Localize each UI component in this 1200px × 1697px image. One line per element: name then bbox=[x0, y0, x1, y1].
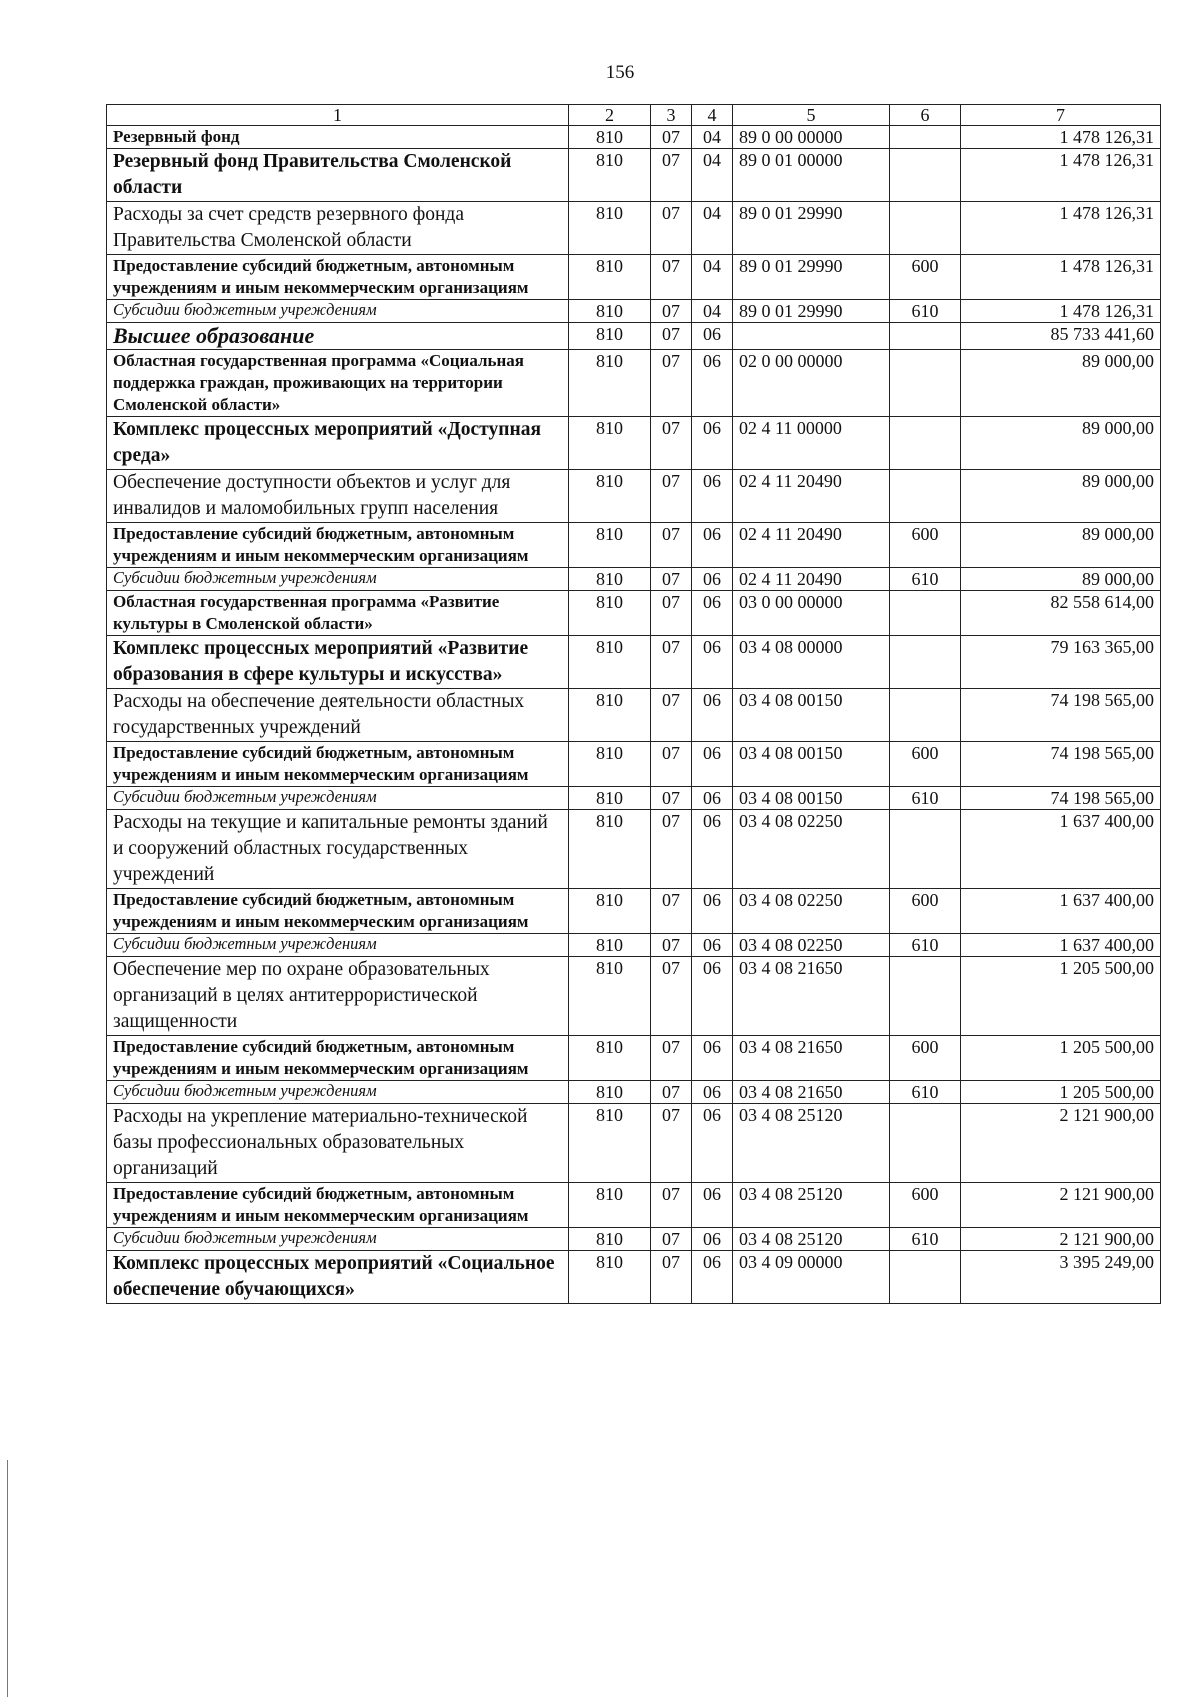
row-admin-code-cell: 810 bbox=[569, 568, 651, 591]
table-row bbox=[107, 1081, 1161, 1104]
header-cell: 5 bbox=[733, 105, 890, 126]
row-expense-type-cell bbox=[890, 689, 961, 742]
row-expense-type-cell bbox=[890, 636, 961, 689]
row-admin-code-cell: 810 bbox=[569, 1036, 651, 1081]
table-row bbox=[107, 636, 1161, 689]
row-amount-cell: 1 478 126,31 bbox=[961, 255, 1161, 300]
table-row bbox=[107, 350, 1161, 417]
table-row bbox=[107, 1036, 1161, 1081]
row-amount-cell: 89 000,00 bbox=[961, 350, 1161, 417]
row-subsection-cell: 06 bbox=[692, 1251, 733, 1304]
row-amount-cell: 2 121 900,00 bbox=[961, 1104, 1161, 1183]
row-target-item-cell: 03 4 08 02250 bbox=[733, 889, 890, 934]
row-section-cell: 07 bbox=[651, 689, 692, 742]
row-subsection-cell: 06 bbox=[692, 787, 733, 810]
row-expense-type-cell: 610 bbox=[890, 300, 961, 323]
row-name-cell: Субсидии бюджетным учреждениям bbox=[107, 300, 569, 323]
row-target-item-cell: 03 0 00 00000 bbox=[733, 591, 890, 636]
row-expense-type-cell bbox=[890, 591, 961, 636]
row-section-cell: 07 bbox=[651, 889, 692, 934]
row-name-cell: Расходы на обеспечение деятельности областных государственных учреждений bbox=[107, 689, 569, 742]
header-cell: 7 bbox=[961, 105, 1161, 126]
row-name-cell: Областная государственная программа «Социальная поддержка граждан, проживающих на территории Смоленской области» bbox=[107, 350, 569, 417]
row-section-cell: 07 bbox=[651, 591, 692, 636]
row-target-item-cell: 03 4 08 00150 bbox=[733, 689, 890, 742]
table-row bbox=[107, 470, 1161, 523]
row-expense-type-cell: 600 bbox=[890, 1036, 961, 1081]
row-target-item-cell: 89 0 01 29990 bbox=[733, 300, 890, 323]
row-section-cell: 07 bbox=[651, 787, 692, 810]
row-admin-code-cell: 810 bbox=[569, 300, 651, 323]
row-target-item-cell: 89 0 01 29990 bbox=[733, 255, 890, 300]
row-section-cell: 07 bbox=[651, 417, 692, 470]
row-amount-cell: 82 558 614,00 bbox=[961, 591, 1161, 636]
row-target-item-cell: 02 4 11 20490 bbox=[733, 568, 890, 591]
row-target-item-cell: 03 4 08 25120 bbox=[733, 1104, 890, 1183]
row-amount-cell: 74 198 565,00 bbox=[961, 689, 1161, 742]
row-target-item-cell: 02 4 11 00000 bbox=[733, 417, 890, 470]
row-name-cell: Субсидии бюджетным учреждениям bbox=[107, 1081, 569, 1104]
row-section-cell: 07 bbox=[651, 1251, 692, 1304]
row-section-cell: 07 bbox=[651, 742, 692, 787]
row-subsection-cell: 06 bbox=[692, 1104, 733, 1183]
row-subsection-cell: 04 bbox=[692, 126, 733, 149]
row-admin-code-cell: 810 bbox=[569, 523, 651, 568]
row-target-item-cell: 03 4 09 00000 bbox=[733, 1251, 890, 1304]
row-expense-type-cell: 600 bbox=[890, 255, 961, 300]
row-admin-code-cell: 810 bbox=[569, 1104, 651, 1183]
row-admin-code-cell: 810 bbox=[569, 255, 651, 300]
row-section-cell: 07 bbox=[651, 350, 692, 417]
table-row bbox=[107, 126, 1161, 149]
header-cell: 3 bbox=[651, 105, 692, 126]
row-expense-type-cell: 610 bbox=[890, 934, 961, 957]
row-subsection-cell: 06 bbox=[692, 889, 733, 934]
row-expense-type-cell: 600 bbox=[890, 523, 961, 568]
header-cell: 4 bbox=[692, 105, 733, 126]
row-subsection-cell: 06 bbox=[692, 689, 733, 742]
table-row bbox=[107, 568, 1161, 591]
row-section-cell: 07 bbox=[651, 470, 692, 523]
table-row bbox=[107, 323, 1161, 350]
row-expense-type-cell bbox=[890, 957, 961, 1036]
row-target-item-cell: 03 4 08 21650 bbox=[733, 957, 890, 1036]
row-expense-type-cell bbox=[890, 1251, 961, 1304]
row-amount-cell: 1 478 126,31 bbox=[961, 126, 1161, 149]
row-amount-cell: 1 478 126,31 bbox=[961, 202, 1161, 255]
row-section-cell: 07 bbox=[651, 149, 692, 202]
row-subsection-cell: 06 bbox=[692, 742, 733, 787]
table-row bbox=[107, 1183, 1161, 1228]
row-target-item-cell: 02 4 11 20490 bbox=[733, 470, 890, 523]
header-cell: 2 bbox=[569, 105, 651, 126]
row-subsection-cell: 04 bbox=[692, 255, 733, 300]
row-target-item-cell: 03 4 08 21650 bbox=[733, 1036, 890, 1081]
row-subsection-cell: 06 bbox=[692, 523, 733, 568]
row-admin-code-cell: 810 bbox=[569, 126, 651, 149]
row-name-cell: Предоставление субсидий бюджетным, автономным учреждениям и иным некоммерческим организациям bbox=[107, 1183, 569, 1228]
row-subsection-cell: 06 bbox=[692, 323, 733, 350]
row-amount-cell: 1 478 126,31 bbox=[961, 300, 1161, 323]
row-name-cell: Обеспечение мер по охране образовательных организаций в целях антитеррористической защищенности bbox=[107, 957, 569, 1036]
table-row bbox=[107, 1251, 1161, 1304]
row-amount-cell: 1 478 126,31 bbox=[961, 149, 1161, 202]
table-row bbox=[107, 202, 1161, 255]
row-expense-type-cell: 610 bbox=[890, 1081, 961, 1104]
row-admin-code-cell: 810 bbox=[569, 889, 651, 934]
table-row bbox=[107, 742, 1161, 787]
row-subsection-cell: 06 bbox=[692, 1228, 733, 1251]
header-cell: 1 bbox=[107, 105, 569, 126]
row-name-cell: Комплекс процессных мероприятий «Социальное обеспечение обучающихся» bbox=[107, 1251, 569, 1304]
row-target-item-cell: 89 0 01 00000 bbox=[733, 149, 890, 202]
budget-table bbox=[106, 104, 1161, 1304]
row-amount-cell: 89 000,00 bbox=[961, 417, 1161, 470]
row-subsection-cell: 06 bbox=[692, 1036, 733, 1081]
row-subsection-cell: 06 bbox=[692, 934, 733, 957]
row-name-cell: Предоставление субсидий бюджетным, автономным учреждениям и иным некоммерческим организациям bbox=[107, 1036, 569, 1081]
row-target-item-cell: 02 4 11 20490 bbox=[733, 523, 890, 568]
row-subsection-cell: 06 bbox=[692, 810, 733, 889]
table-row bbox=[107, 149, 1161, 202]
row-expense-type-cell: 600 bbox=[890, 1183, 961, 1228]
row-section-cell: 07 bbox=[651, 255, 692, 300]
row-amount-cell: 2 121 900,00 bbox=[961, 1183, 1161, 1228]
row-admin-code-cell: 810 bbox=[569, 202, 651, 255]
row-name-cell: Субсидии бюджетным учреждениям bbox=[107, 1228, 569, 1251]
row-admin-code-cell: 810 bbox=[569, 1251, 651, 1304]
row-subsection-cell: 06 bbox=[692, 350, 733, 417]
row-target-item-cell: 03 4 08 00000 bbox=[733, 636, 890, 689]
row-admin-code-cell: 810 bbox=[569, 323, 651, 350]
table-row bbox=[107, 810, 1161, 889]
row-section-cell: 07 bbox=[651, 636, 692, 689]
row-name-cell: Областная государственная программа «Развитие культуры в Смоленской области» bbox=[107, 591, 569, 636]
row-target-item-cell: 89 0 01 29990 bbox=[733, 202, 890, 255]
row-section-cell: 07 bbox=[651, 202, 692, 255]
row-subsection-cell: 06 bbox=[692, 1183, 733, 1228]
table-row bbox=[107, 591, 1161, 636]
row-admin-code-cell: 810 bbox=[569, 417, 651, 470]
row-amount-cell: 1 205 500,00 bbox=[961, 1036, 1161, 1081]
page-number: 156 bbox=[605, 62, 635, 83]
row-admin-code-cell: 810 bbox=[569, 934, 651, 957]
row-amount-cell: 1 637 400,00 bbox=[961, 889, 1161, 934]
row-section-cell: 07 bbox=[651, 810, 692, 889]
row-expense-type-cell bbox=[890, 202, 961, 255]
row-amount-cell: 1 637 400,00 bbox=[961, 934, 1161, 957]
row-admin-code-cell: 810 bbox=[569, 149, 651, 202]
row-name-cell: Предоставление субсидий бюджетным, автономным учреждениям и иным некоммерческим организациям bbox=[107, 255, 569, 300]
row-target-item-cell: 03 4 08 25120 bbox=[733, 1183, 890, 1228]
row-target-item-cell: 03 4 08 21650 bbox=[733, 1081, 890, 1104]
header-row bbox=[107, 105, 1161, 126]
row-admin-code-cell: 810 bbox=[569, 636, 651, 689]
row-subsection-cell: 04 bbox=[692, 300, 733, 323]
table-row bbox=[107, 889, 1161, 934]
table-row bbox=[107, 417, 1161, 470]
row-admin-code-cell: 810 bbox=[569, 810, 651, 889]
row-target-item-cell: 89 0 00 00000 bbox=[733, 126, 890, 149]
row-amount-cell: 74 198 565,00 bbox=[961, 787, 1161, 810]
row-amount-cell: 79 163 365,00 bbox=[961, 636, 1161, 689]
row-subsection-cell: 06 bbox=[692, 470, 733, 523]
row-subsection-cell: 06 bbox=[692, 957, 733, 1036]
row-target-item-cell: 03 4 08 00150 bbox=[733, 742, 890, 787]
row-name-cell: Субсидии бюджетным учреждениям bbox=[107, 568, 569, 591]
row-name-cell: Обеспечение доступности объектов и услуг для инвалидов и маломобильных групп населения bbox=[107, 470, 569, 523]
row-admin-code-cell: 810 bbox=[569, 350, 651, 417]
row-amount-cell: 74 198 565,00 bbox=[961, 742, 1161, 787]
row-name-cell: Субсидии бюджетным учреждениям bbox=[107, 787, 569, 810]
row-target-item-cell: 02 0 00 00000 bbox=[733, 350, 890, 417]
row-amount-cell: 89 000,00 bbox=[961, 470, 1161, 523]
row-expense-type-cell: 600 bbox=[890, 889, 961, 934]
row-admin-code-cell: 810 bbox=[569, 742, 651, 787]
row-name-cell: Предоставление субсидий бюджетным, автономным учреждениям и иным некоммерческим организациям bbox=[107, 889, 569, 934]
row-expense-type-cell bbox=[890, 417, 961, 470]
row-expense-type-cell bbox=[890, 470, 961, 523]
row-expense-type-cell: 600 bbox=[890, 742, 961, 787]
row-expense-type-cell bbox=[890, 126, 961, 149]
row-expense-type-cell bbox=[890, 1104, 961, 1183]
row-name-cell: Субсидии бюджетным учреждениям bbox=[107, 934, 569, 957]
row-subsection-cell: 06 bbox=[692, 636, 733, 689]
row-section-cell: 07 bbox=[651, 568, 692, 591]
table-row bbox=[107, 934, 1161, 957]
row-name-cell: Комплекс процессных мероприятий «Развитие образования в сфере культуры и искусства» bbox=[107, 636, 569, 689]
row-subsection-cell: 06 bbox=[692, 1081, 733, 1104]
row-admin-code-cell: 810 bbox=[569, 1183, 651, 1228]
header-cell: 6 bbox=[890, 105, 961, 126]
row-name-cell: Комплекс процессных мероприятий «Доступная среда» bbox=[107, 417, 569, 470]
row-admin-code-cell: 810 bbox=[569, 1081, 651, 1104]
row-target-item-cell: 03 4 08 02250 bbox=[733, 934, 890, 957]
row-section-cell: 07 bbox=[651, 1104, 692, 1183]
row-target-item-cell: 03 4 08 02250 bbox=[733, 810, 890, 889]
row-section-cell: 07 bbox=[651, 1081, 692, 1104]
row-section-cell: 07 bbox=[651, 1036, 692, 1081]
row-amount-cell: 85 733 441,60 bbox=[961, 323, 1161, 350]
row-name-cell: Расходы на текущие и капитальные ремонты зданий и сооружений областных государственных учреждений bbox=[107, 810, 569, 889]
table-body bbox=[107, 126, 1161, 1304]
table-row bbox=[107, 1228, 1161, 1251]
row-amount-cell: 2 121 900,00 bbox=[961, 1228, 1161, 1251]
row-subsection-cell: 04 bbox=[692, 149, 733, 202]
table-row bbox=[107, 787, 1161, 810]
table-row bbox=[107, 957, 1161, 1036]
row-subsection-cell: 06 bbox=[692, 417, 733, 470]
row-section-cell: 07 bbox=[651, 126, 692, 149]
row-admin-code-cell: 810 bbox=[569, 470, 651, 523]
table-row bbox=[107, 1104, 1161, 1183]
row-amount-cell: 89 000,00 bbox=[961, 568, 1161, 591]
row-amount-cell: 1 205 500,00 bbox=[961, 957, 1161, 1036]
row-name-cell: Предоставление субсидий бюджетным, автономным учреждениям и иным некоммерческим организациям bbox=[107, 523, 569, 568]
row-subsection-cell: 06 bbox=[692, 568, 733, 591]
row-amount-cell: 89 000,00 bbox=[961, 523, 1161, 568]
row-name-cell: Предоставление субсидий бюджетным, автономным учреждениям и иным некоммерческим организациям bbox=[107, 742, 569, 787]
row-amount-cell: 3 395 249,00 bbox=[961, 1251, 1161, 1304]
row-section-cell: 07 bbox=[651, 934, 692, 957]
row-admin-code-cell: 810 bbox=[569, 787, 651, 810]
row-expense-type-cell bbox=[890, 323, 961, 350]
row-section-cell: 07 bbox=[651, 1228, 692, 1251]
row-section-cell: 07 bbox=[651, 1183, 692, 1228]
table-row bbox=[107, 523, 1161, 568]
row-section-cell: 07 bbox=[651, 957, 692, 1036]
row-target-item-cell: 03 4 08 00150 bbox=[733, 787, 890, 810]
row-amount-cell: 1 637 400,00 bbox=[961, 810, 1161, 889]
scan-edge-line bbox=[7, 1460, 8, 1697]
row-name-cell: Резервный фонд Правительства Смоленской области bbox=[107, 149, 569, 202]
row-expense-type-cell bbox=[890, 149, 961, 202]
row-admin-code-cell: 810 bbox=[569, 689, 651, 742]
row-target-item-cell bbox=[733, 323, 890, 350]
row-admin-code-cell: 810 bbox=[569, 957, 651, 1036]
row-name-cell: Расходы за счет средств резервного фонда Правительства Смоленской области bbox=[107, 202, 569, 255]
row-admin-code-cell: 810 bbox=[569, 591, 651, 636]
row-amount-cell: 1 205 500,00 bbox=[961, 1081, 1161, 1104]
row-expense-type-cell: 610 bbox=[890, 1228, 961, 1251]
row-name-cell: Расходы на укрепление материально-технической базы профессиональных образовательных организаций bbox=[107, 1104, 569, 1183]
row-expense-type-cell bbox=[890, 810, 961, 889]
table-row bbox=[107, 300, 1161, 323]
row-admin-code-cell: 810 bbox=[569, 1228, 651, 1251]
row-expense-type-cell bbox=[890, 350, 961, 417]
row-section-cell: 07 bbox=[651, 323, 692, 350]
row-expense-type-cell: 610 bbox=[890, 787, 961, 810]
row-name-cell: Высшее образование bbox=[107, 323, 569, 350]
table-row bbox=[107, 689, 1161, 742]
row-subsection-cell: 06 bbox=[692, 591, 733, 636]
table-row bbox=[107, 255, 1161, 300]
row-expense-type-cell: 610 bbox=[890, 568, 961, 591]
row-target-item-cell: 03 4 08 25120 bbox=[733, 1228, 890, 1251]
row-section-cell: 07 bbox=[651, 300, 692, 323]
row-section-cell: 07 bbox=[651, 523, 692, 568]
row-subsection-cell: 04 bbox=[692, 202, 733, 255]
row-name-cell: Резервный фонд bbox=[107, 126, 569, 149]
